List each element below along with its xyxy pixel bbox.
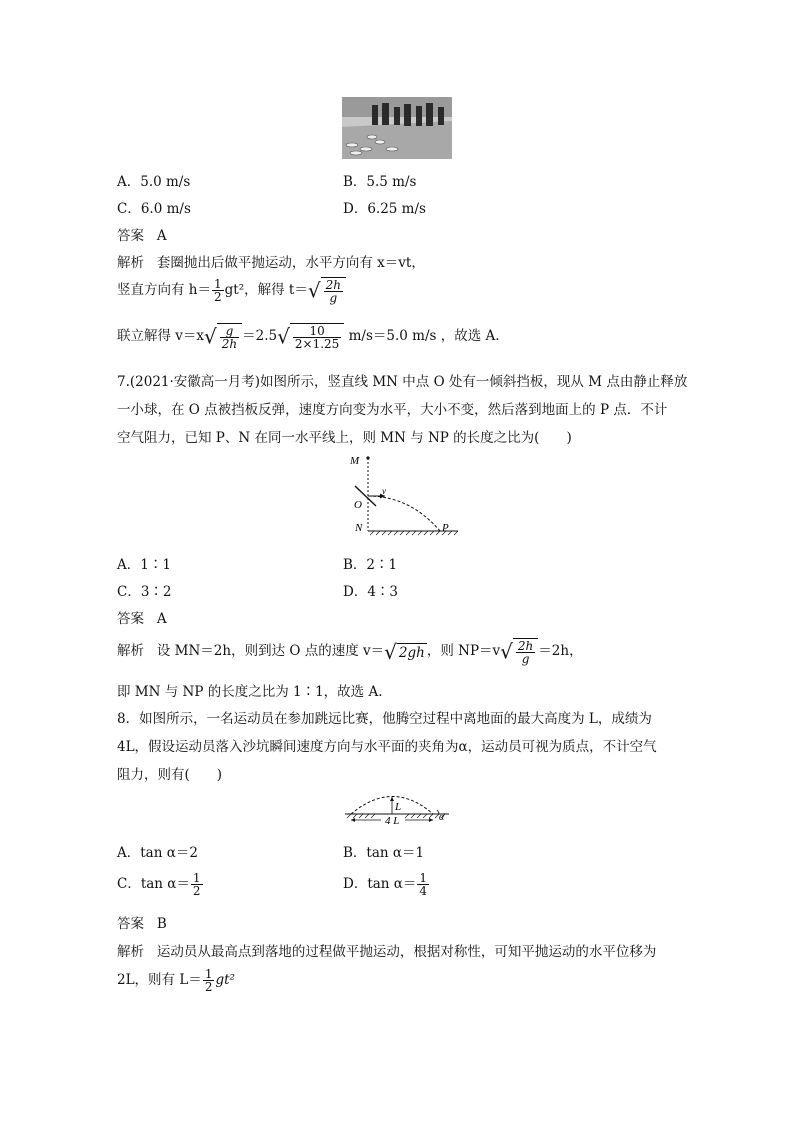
q8-analysis-line2	[117, 968, 235, 993]
q7-option-c: C．3∶2	[117, 584, 172, 600]
frac-den: 4	[419, 884, 428, 898]
line3-suffix: m/s＝5.0 m/s ，故选 A.	[348, 328, 500, 344]
q8-option-c	[117, 872, 204, 897]
label-l: L	[395, 801, 402, 813]
label-v: v	[382, 486, 386, 496]
frac-num: 2h	[325, 278, 341, 292]
fraction	[191, 872, 203, 897]
q8-answer	[117, 912, 167, 932]
frac-num: 1	[419, 871, 428, 885]
frac-den: 2	[192, 884, 201, 898]
q6-analysis-line1	[117, 251, 425, 271]
frac-den: g	[329, 291, 338, 305]
answer-label: 答案	[117, 611, 144, 627]
answer-label: 答案	[117, 916, 144, 932]
q7-answer	[117, 607, 167, 627]
analysis-label: 解析	[117, 944, 144, 960]
q6-option-b: B．5.5 m/s	[343, 174, 417, 190]
option-prefix: C．tan α＝	[117, 876, 190, 892]
q8-option-b: B．tan α＝1	[343, 845, 425, 861]
sqrt-2gh: √ 2gh	[384, 639, 425, 664]
ring-toss-photo	[342, 97, 452, 159]
q6-analysis-line3	[117, 323, 500, 350]
fraction	[417, 872, 429, 897]
line2-mid: gt²，解得 t＝	[224, 282, 308, 298]
sqrt-numeric: √ $\frac{10}{2\times 1.25}$	[277, 323, 344, 350]
option-prefix: D．tan α＝	[343, 876, 417, 892]
frac-num: 10	[293, 325, 341, 338]
line2-suffix: gt²	[215, 972, 235, 988]
label-p: P	[442, 522, 449, 534]
sqrt-g-over-2h: √ $\frac{g}{2h}$	[204, 323, 242, 350]
half-fraction	[203, 968, 215, 993]
line1-a: 设 MN＝2h，则到达 O 点的速度 v＝	[156, 643, 385, 659]
q6-option-c: C．6.0 m/s	[117, 201, 191, 217]
q6-option-d: D．6.25 m/s	[343, 201, 426, 217]
q8-figure	[343, 787, 453, 829]
frac-num: 1	[204, 967, 213, 981]
frac-den: 2h	[221, 337, 238, 351]
label-4l: 4 L	[385, 815, 400, 827]
photo-image	[342, 97, 452, 159]
q7-analysis-line1	[117, 638, 583, 665]
line2-prefix: 竖直方向有 h＝	[117, 282, 211, 298]
q7-option-a: A．1∶1	[117, 557, 171, 573]
frac-den: 2×1.25	[294, 337, 340, 351]
q8-text-line2: 4L，假设运动员落入沙坑瞬间速度方向与水平面的夹角为α，运动员可视为质点，不计空气	[117, 739, 657, 755]
label-m: M	[350, 455, 360, 467]
sqrt-2h-over-g: √ $\frac{2h}{g}$	[500, 638, 538, 665]
q8-text-line3: 阻力，则有( )	[117, 767, 223, 783]
line2-prefix: 2L，则有 L＝	[117, 972, 202, 988]
q7-option-b: B．2∶1	[343, 557, 398, 573]
q8-option-d	[343, 872, 430, 897]
q7-text-line1: 7.(2021·安徽高一月考)如图所示，竖直线 MN 中点 O 处有一倾斜挡板，现从 M 点由静止释放	[117, 374, 688, 390]
line3-prefix: 联立解得 v＝x	[117, 328, 205, 344]
q8-option-a: A．tan α＝2	[117, 845, 198, 861]
half-fraction	[212, 278, 224, 303]
answer-label: 答案	[117, 228, 144, 244]
label-alpha: α	[439, 812, 445, 823]
q7-option-d: D．4∶3	[343, 584, 399, 600]
q6-option-a: A．5.0 m/s	[117, 174, 191, 190]
q6-analysis-line2	[117, 277, 346, 304]
frac-den: 2	[204, 980, 213, 994]
q7-text-line3: 空气阻力，已知 P、N 在同一水平线上，则 MN 与 NP 的长度之比为( )	[117, 430, 572, 446]
sqrt-2h-over-g: √ $\frac{2h}{g}$	[308, 277, 346, 304]
label-n: N	[355, 522, 363, 534]
q7-text-line2: 一小球，在 O 点被挡板反弹，速度方向变为水平，大小不变，然后落到地面上的 P 点．不计	[117, 402, 668, 418]
line3-mid: ＝2.5	[242, 328, 278, 344]
sqrt-body: 2gh	[398, 644, 425, 661]
line1-c: ＝2h，	[538, 643, 583, 659]
trajectory	[368, 496, 440, 531]
q7-figure	[340, 450, 470, 542]
frac-num: 1	[192, 871, 201, 885]
analysis-text: 套圈抛出后做平抛运动，水平方向有 x＝vt，	[156, 255, 425, 271]
label-o: O	[354, 499, 362, 511]
analysis-text: 运动员从最高点到落地的过程做平抛运动，根据对称性，可知平抛运动的水平位移为	[156, 944, 657, 960]
q6-answer	[117, 224, 167, 244]
answer-value: A	[156, 228, 167, 244]
frac-den: 2	[214, 290, 222, 304]
line1-b: ，则 NP＝v	[426, 643, 501, 659]
q8-text-line1: 8．如图所示，一名运动员在参加跳远比赛，他腾空过程中离地面的最大高度为 L，成绩为	[117, 711, 652, 727]
frac-num: 2h	[517, 639, 534, 653]
answer-value: A	[156, 611, 167, 627]
analysis-label: 解析	[117, 255, 144, 271]
analysis-label: 解析	[117, 643, 144, 659]
frac-num: 1	[214, 277, 222, 291]
frac-den: g	[521, 652, 530, 666]
q8-analysis-line1	[117, 940, 656, 960]
answer-value: B	[156, 916, 167, 932]
frac-num: g	[220, 325, 239, 338]
q7-analysis-line2: 即 MN 与 NP 的长度之比为 1∶1，故选 A.	[117, 684, 383, 700]
